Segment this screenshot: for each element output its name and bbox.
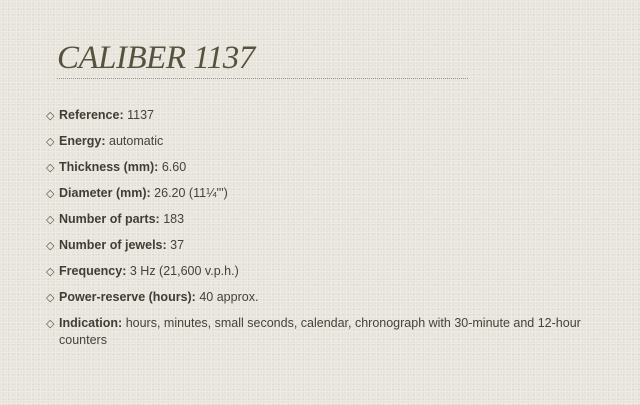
diamond-bullet-icon: ◇	[46, 162, 55, 174]
spec-item-power-reserve	[46, 289, 606, 306]
spec-label: Number of jewels:	[59, 238, 167, 252]
spec-label: Diameter (mm):	[59, 186, 151, 200]
spec-value: 37	[170, 238, 185, 252]
spec-label: Reference:	[59, 108, 124, 122]
spec-label: Power-reserve (hours):	[59, 290, 196, 304]
spec-item-frequency	[46, 263, 606, 280]
diamond-bullet-icon: ◇	[46, 266, 55, 278]
spec-label: Energy:	[59, 134, 106, 148]
spec-value: automatic	[109, 134, 164, 148]
spec-value: 26.20 (11¼''')	[154, 186, 228, 200]
title-divider	[57, 78, 468, 79]
spec-item-thickness	[46, 159, 606, 176]
diamond-bullet-icon: ◇	[46, 292, 55, 304]
spec-item-number-of-parts	[46, 211, 606, 228]
diamond-bullet-icon: ◇	[46, 318, 55, 330]
diamond-bullet-icon: ◇	[46, 214, 55, 226]
spec-label: Indication:	[59, 316, 123, 330]
spec-label: Number of parts:	[59, 212, 160, 226]
spec-value: 40 approx.	[199, 290, 259, 304]
spec-value: 183	[163, 212, 185, 226]
spec-label: Thickness (mm):	[59, 160, 159, 174]
page-title: CALIBER 1137	[57, 40, 255, 76]
spec-value: 6.60	[161, 160, 187, 174]
diamond-bullet-icon: ◇	[46, 136, 55, 148]
spec-value: 1137	[127, 108, 154, 122]
spec-label: Frequency:	[59, 264, 127, 278]
spec-list	[46, 107, 606, 358]
diamond-bullet-icon: ◇	[46, 110, 55, 122]
spec-item-indication	[46, 315, 606, 349]
diamond-bullet-icon: ◇	[46, 188, 55, 200]
spec-item-reference	[46, 107, 606, 124]
spec-value: 3 Hz (21,600 v.p.h.)	[129, 264, 239, 278]
spec-item-diameter	[46, 185, 606, 202]
diamond-bullet-icon: ◇	[46, 240, 55, 252]
spec-value: hours, minutes, small seconds, calendar, chronograph with 30-minute and 12-hour counters	[59, 316, 581, 347]
spec-item-number-of-jewels	[46, 237, 606, 254]
spec-item-energy	[46, 133, 606, 150]
